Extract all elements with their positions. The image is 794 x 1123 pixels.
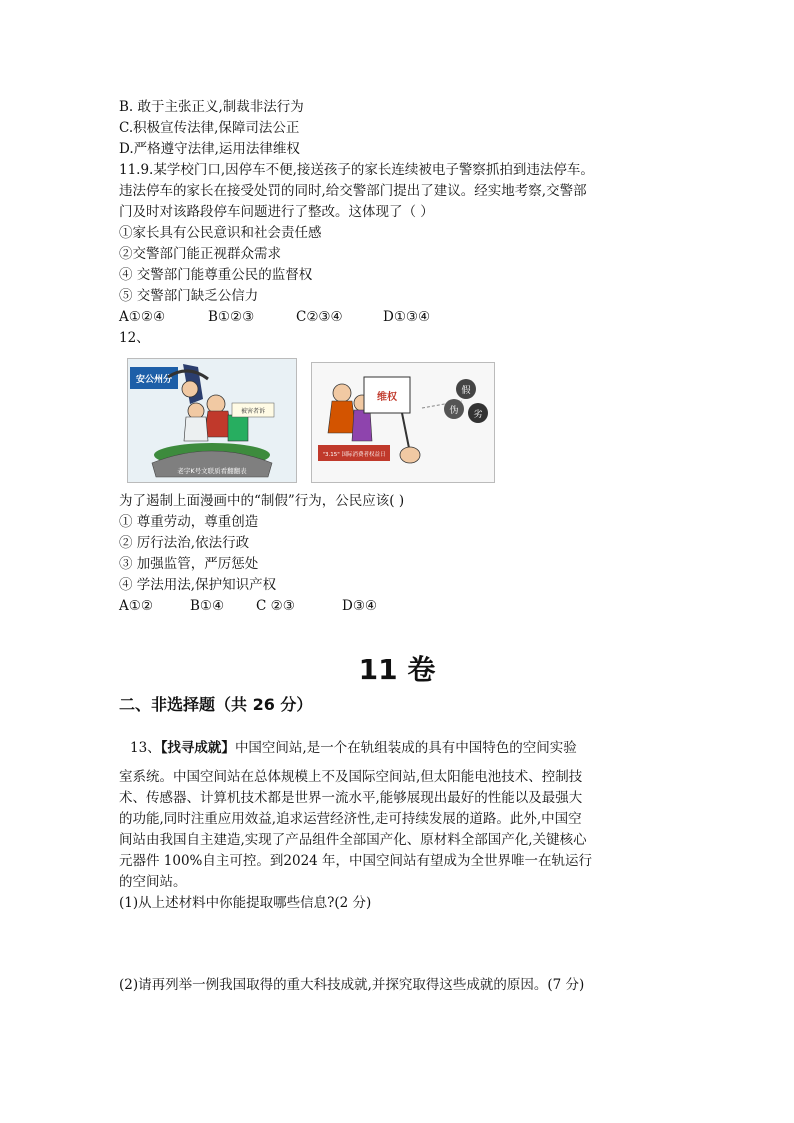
q13-tag: 【找寻成就】	[160, 740, 235, 756]
q10-option-d: D.严格遵守法律,运用法律维权	[119, 141, 300, 157]
q12-choice-d: D③④	[342, 598, 378, 614]
section-title: 二、非选择题（共 26 分）	[119, 695, 313, 714]
cartoon-left-banner-text: 被害者诉	[240, 408, 266, 415]
q11-stem-line-3: 门及时对该路段停车问题进行了整改。这体现了（ ）	[119, 204, 434, 220]
q13-line-7: 的空间站。	[119, 874, 187, 890]
q13-prefix: 13、	[130, 740, 161, 756]
q13-line-4: 的功能,同时注重应用效益,追求运营经济性,走可持续发展的道路。此外,中国空	[119, 811, 582, 827]
q12-item-2: ② 厉行法治,依法行政	[119, 535, 250, 551]
cartoon-consumer-rights-illustration	[312, 363, 494, 482]
q13-line-3: 术、传感器、计算机技术都是世界一流水平,能够展现出最好的性能以及最强大	[119, 790, 583, 806]
q13-line-2: 室系统。中国空间站在总体规模上不及国际空间站,但太阳能电池技术、控制技	[119, 769, 583, 785]
q10-option-c: C.积极宣传法律,保障司法公正	[119, 120, 300, 136]
q13-sub-question-1: (1)从上述材料中你能提取哪些信息?(2 分)	[119, 895, 372, 911]
q12-item-4: ④ 学法用法,保护知识产权	[119, 577, 277, 593]
q12-item-3: ③ 加强监管，严厉惩处	[119, 556, 259, 572]
q10-option-b: B. 敢于主张正义,制裁非法行为	[119, 99, 304, 115]
cartoon-right-rock-1: 假	[461, 386, 471, 396]
q12-item-1: ① 尊重劳动，尊重创造	[119, 514, 259, 530]
q13-line-6: 元器件 100%自主可控。到2024 年，中国空间站有望成为全世界唯一在轨运行	[119, 853, 593, 869]
q12-choice-a: A①②	[119, 598, 153, 614]
q12-stem: 为了遏制上面漫画中的“制假”行为，公民应该( )	[119, 493, 405, 509]
q11-choice-b: B①②③	[208, 309, 255, 325]
q13-line-1	[130, 738, 690, 759]
cartoon-consumer-rights-image	[311, 362, 495, 483]
q11-item-2: ②交警部门能正视群众需求	[119, 246, 281, 262]
q11-item-1: ①家长具有公民意识和社会责任感	[119, 225, 322, 241]
q11-choice-c: C②③④	[296, 309, 343, 325]
cartoon-right-banner-text: "3.15" 国际消费者权益日	[322, 452, 386, 458]
q12-choice-b: B①④	[190, 598, 225, 614]
q12-choice-c: C ②③	[256, 598, 295, 614]
cartoon-left-base-text: 老字K号文联质看翻翻表	[177, 467, 247, 475]
cartoon-left-sign-text: 安公州分	[135, 375, 173, 385]
cartoon-counterfeit-image	[127, 358, 297, 483]
volume-title: 11 卷	[358, 653, 436, 686]
cartoon-right-shield-text: 维权	[377, 392, 397, 403]
q11-item-5: ⑤ 交警部门缺乏公信力	[119, 288, 259, 304]
q12-number: 12、	[119, 330, 150, 346]
q11-item-4: ④ 交警部门能尊重公民的监督权	[119, 267, 313, 283]
q11-stem-line-1: 11.9.某学校门口,因停车不便,接送孩子的家长连续被电子警察抓拍到违法停车。	[119, 162, 594, 178]
cartoon-counterfeit-illustration	[128, 359, 296, 482]
cartoon-right-rock-3: 劣	[473, 410, 483, 420]
cartoon-right-rock-2: 伪	[449, 406, 459, 416]
q11-stem-line-2: 违法停车的家长在接受处罚的同时,给交警部门提出了建议。经实地考察,交警部	[119, 183, 587, 199]
q11-choice-a: A①②④	[119, 309, 166, 325]
q13-line-1-text: 中国空间站,是一个在轨组装成的具有中国特色的空间实验	[234, 740, 577, 756]
q11-choice-d: D①③④	[383, 309, 431, 325]
q13-sub-question-2: (2)请再列举一例我国取得的重大科技成就,并探究取得这些成就的原因。(7 分)	[119, 977, 585, 993]
q13-line-5: 间站由我国自主建造,实现了产品组件全部国产化、原材料全部国产化,关键核心	[119, 832, 587, 848]
